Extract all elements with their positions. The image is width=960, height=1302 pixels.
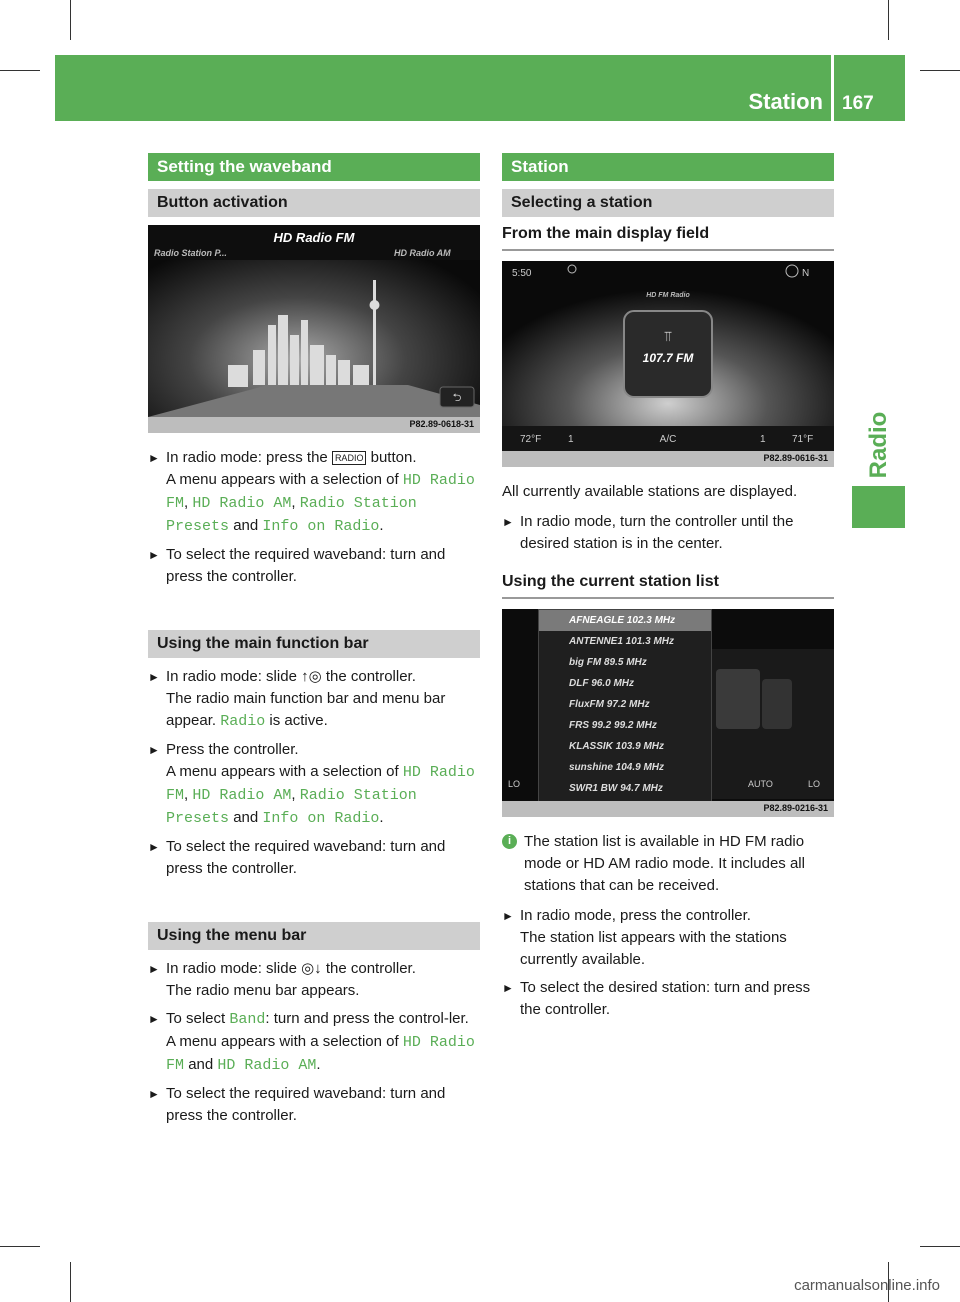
left-column (148, 153, 480, 1133)
instruction-step: ► In radio mode: slide ◎↓ the controller. The radio menu bar appears. (148, 960, 416, 999)
subsection-heading: Button activation (148, 189, 480, 217)
station-list-item[interactable]: DLF 96.0 MHz (569, 678, 635, 689)
image-code: P82.89-0616-31 (763, 453, 828, 463)
step-arrow-icon: ► (148, 451, 160, 465)
instruction-step: ► In radio mode, press the controller. The station list appears with the stations currently available. (502, 907, 787, 968)
step-arrow-icon: ► (148, 840, 160, 854)
instruction-step: ► To select the required waveband: turn and press the controller. (148, 546, 446, 585)
info-note: i The station list is available in HD FM radio mode or HD AM radio mode. It includes all stations that can be received. (502, 831, 834, 897)
img-auto: AUTO (748, 779, 773, 789)
right-column (502, 153, 834, 1027)
station-list[interactable] (538, 609, 712, 803)
instruction-step: ► To select Band: turn and press the control-ler. A menu appears with a selection of HD Radio FM and HD Radio AM. (148, 1010, 475, 1074)
step-arrow-icon: ► (502, 515, 514, 529)
step-arrow-icon: ► (148, 548, 160, 562)
city-scene-image (148, 225, 480, 433)
crop-mark (920, 1246, 960, 1247)
paragraph: All currently available stations are displayed. (502, 483, 798, 500)
step-arrow-icon: ► (148, 743, 160, 757)
section-heading: Setting the waveband (148, 153, 480, 181)
step-arrow-icon: ► (502, 909, 514, 923)
station-list-item[interactable]: big FM 89.5 MHz (569, 657, 647, 668)
image-caption-bar (502, 801, 834, 817)
image-caption-bar (502, 451, 834, 467)
crop-mark (70, 0, 71, 40)
instruction-step: ► In radio mode: press the RADIO button. A menu appears with a selection of HD Radio FM, HD Radio AM, Radio Station Presets and Info on Radio. (148, 449, 475, 535)
station-list-item[interactable]: sunshine 104.9 MHz (569, 762, 665, 773)
step-arrow-icon: ► (148, 1012, 160, 1026)
img-time: 5:50 (512, 268, 532, 279)
side-chapter-tab (852, 486, 905, 528)
img-temp-right: 71°F (792, 434, 814, 445)
crop-mark (888, 0, 889, 40)
instruction-step: ► To select the required waveband: turn and press the controller. (148, 1085, 446, 1124)
station-list-item[interactable]: AFNEAGLE 102.3 MHz (539, 610, 711, 631)
img-right-label: HD Radio AM (394, 248, 451, 258)
station-list-item[interactable]: FRS 99.2 99.2 MHz (569, 720, 657, 731)
instruction-step: ► To select the desired station: turn and press the controller. (502, 979, 811, 1018)
station-list-item[interactable]: KLASSIK 103.9 MHz (569, 741, 665, 752)
instruction-step: ► Press the controller. A menu appears with a selection of HD Radio FM, HD Radio AM, Radio Station Presets and Info on Radio. (148, 741, 475, 827)
topic-heading: From the main display field (502, 225, 834, 251)
subsection-heading: Selecting a station (502, 189, 834, 217)
img-ac: A/C (659, 434, 677, 445)
station-list-item[interactable]: SWR1 BW 94.7 MHz (569, 783, 663, 794)
side-chapter-label: Radio (864, 411, 892, 479)
info-icon: i (502, 834, 517, 849)
watermark-footer: carmanualsonline.info (794, 1277, 940, 1294)
step-arrow-icon: ► (148, 962, 160, 976)
img-lo-right: LO (808, 779, 821, 789)
step-arrow-icon: ► (502, 981, 514, 995)
station-list-item[interactable]: ANTENNE1 101.3 MHz (569, 636, 675, 647)
subsection-heading: Using the menu bar (148, 922, 480, 950)
screenshot-hd-radio-menu (148, 225, 480, 433)
image-code: P82.89-0618-31 (409, 419, 474, 429)
header-section-title: Station (748, 89, 823, 114)
img-compass: N (802, 268, 810, 279)
image-code: P82.89-0216-31 (763, 803, 828, 813)
instruction-step: ► In radio mode, turn the controller until the desired station is in the center. (502, 513, 794, 552)
step-arrow-icon: ► (148, 1087, 160, 1101)
crop-mark (0, 70, 40, 71)
img-frequency: 107.7 FM (642, 351, 694, 365)
img-seat-left: 1 (568, 434, 574, 445)
crop-mark (920, 70, 960, 71)
img-lo-left: LO (508, 779, 521, 789)
instruction-step: ► In radio mode: slide ↑◎ the controller. The radio main function bar and menu bar appear. Radio is active. (148, 668, 446, 730)
crop-mark (0, 1246, 40, 1247)
page-header (55, 55, 905, 121)
list-side-panel (712, 649, 834, 799)
step-arrow-icon: ► (148, 670, 160, 684)
back-icon: ⮌ (452, 391, 462, 404)
header-divider (831, 55, 834, 121)
subsection-heading: Using the main function bar (148, 630, 480, 658)
slide-down-icon: ◎↓ (301, 960, 322, 977)
img-title: HD Radio FM (273, 230, 355, 245)
page-number: 167 (842, 93, 874, 114)
topic-heading: Using the current station list (502, 573, 834, 599)
img-left-label: Radio Station P... (154, 248, 227, 258)
slide-up-icon: ↑◎ (301, 668, 322, 685)
station-list-item[interactable]: FluxFM 97.2 MHz (569, 699, 650, 710)
crop-mark (70, 1262, 71, 1302)
img-temp-left: 72°F (520, 434, 542, 445)
screenshot-main-display (502, 261, 834, 467)
radio-button-icon: RADIO (332, 451, 367, 465)
screenshot-station-list (502, 609, 834, 817)
radio-display-image (502, 261, 834, 467)
img-mode: HD FM Radio (646, 292, 690, 299)
image-caption-bar (148, 417, 480, 433)
instruction-step: ► To select the required waveband: turn and press the controller. (148, 838, 446, 877)
section-heading: Station (502, 153, 834, 181)
antenna-icon: ⫪ (664, 329, 672, 345)
img-seat-right: 1 (760, 434, 766, 445)
